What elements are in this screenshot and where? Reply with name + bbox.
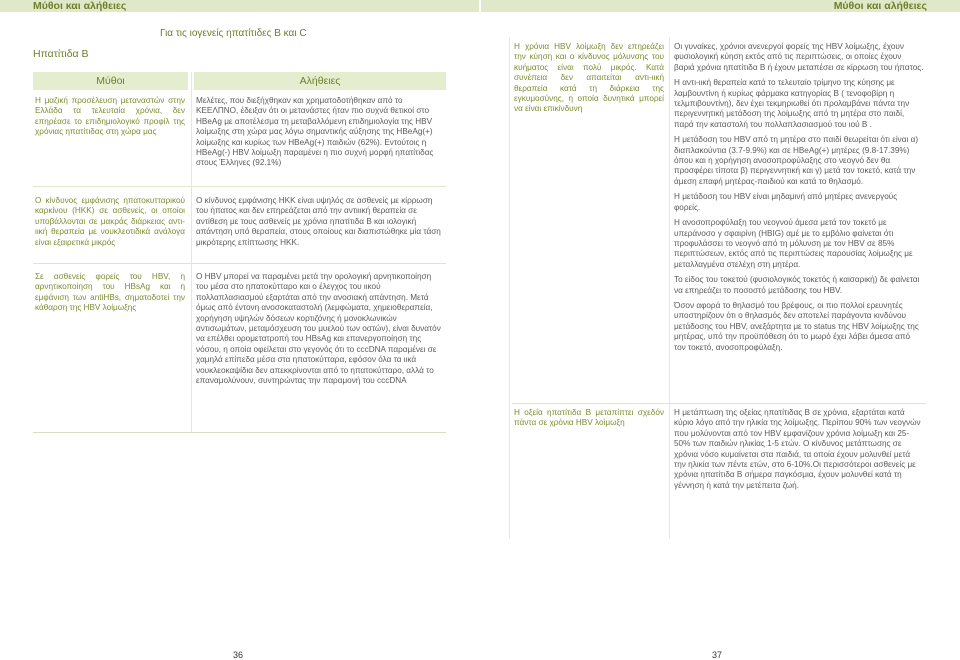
myth-cell: Η χρόνια HBV λοίμωξη δεν επηρεάζει την κύηση και ο κίνδυνος μόλυνσης του κυήματος είναι πολύ μικρός. Κατά συνέπεια δεν απαιτείται αντι-ιική θεραπεία κατά τη διάρκεια της εγκυμοσύνης, η οποία δυνητικά μπορεί να είναι επικίνδυνη — [514, 42, 664, 114]
truth-cell: Ο κίνδυνος εμφάνισης ΗΚΚ είναι υψηλός σε ασθενείς με κίρρωση του ήπατος και δεν επηρεάζεται από την αντιιική θεραπεία σε αντίθεση με τους ασθενείς με χρόνια ηπατίτιδα Β και ιολογική απάντηση υπό θεραπεία, στους οποίους και διαπιστώθηκε μία τάση μικρότερης επίπτωσης ΗΚΚ. — [196, 196, 441, 247]
myth-cell: Η μαζική προσέλευση μεταναστών στην Ελλάδα τα τελευταία χρόνια, δεν επηρέασε το επιδημιολογικό προφίλ της χρόνιας ηπατίτιδας στη χώρα μας — [35, 96, 185, 137]
page-number: 36 — [233, 650, 244, 660]
column-divider — [191, 72, 192, 432]
myth-cell: Σε ασθενείς φορείς του HBV, η αρνητικοποίηση του HBsAg και η εμφάνιση των antiHBs, σηματοδοτεί την κάθαρση της HBV λοίμωξης — [35, 272, 185, 313]
myths-column-header: Μύθοι — [33, 72, 188, 90]
running-header-left: Μύθοι και αλήθειες — [0, 0, 479, 12]
page-gutter — [479, 0, 481, 660]
row-divider — [33, 263, 446, 264]
page-number: 37 — [712, 650, 723, 660]
column-divider — [669, 38, 670, 538]
truths-column-header: Αλήθειες — [194, 72, 446, 90]
table-bottom-rule — [33, 432, 446, 433]
row-divider — [33, 186, 446, 187]
row-divider — [512, 403, 926, 404]
truth-cell — [672, 42, 926, 358]
truth-paragraph: Οι γυναίκες, χρόνιοι ανενεργοί φορείς της HBV λοίμωξης, έχουν φυσιολογική κύηση εκτός από τις περιπτώσεις, οι οποίες έχουν βαριά χρόνια ηπατίτιδα Β ή έχουν μεταπέσει σε κίρρωση του ήπατος. — [674, 42, 924, 72]
column-divider — [509, 38, 510, 538]
table-subtitle: Για τις ιογενείς ηπατίτιδες Β και C — [160, 28, 307, 39]
truth-cell: Μελέτες, που διεξήχθηκαν και χρηματοδοτήθηκαν από το ΚΕΕΛΠΝΟ, έδειξαν ότι οι μετανάστες ήταν πιο συχνά θετικοί στο HBeAg με αποτέλεσμα τη μεταβαλλόμενη επιδημιολογία της HBV λοίμωξης στη χώρα μας λόγω σημαντικής αύξησης της HBeAg(+) λοίμωξης και κυρίως των HBeAg(+) παιδιών (62%). Εντούτοις η HBeAg(-) HBV λοίμωξη παραμένει η πιο συχνή μορφή ηπατίτιδας στους Έλληνες (92.1%) — [196, 96, 434, 168]
truth-paragraph: Το είδος του τοκετού (φυσιολογικός τοκετός ή καισαρική) δε φαίνεται να επηρεάζει το ποσοστό μετάδοσης του HBV. — [674, 275, 920, 295]
myth-cell: Ο κίνδυνος εμφάνισης ηπατοκυτταρικού καρκίνου (ΗΚΚ) σε ασθενείς, οι οποίοι υποβάλλονται σε μακράς διάρκειας αντι-ιική θεραπεία με νουκλεοτιδικά ανάλογα είναι εξαιρετικά μικρός — [35, 196, 185, 247]
truth-paragraph: Η μετάπτωση της οξείας ηπατίτιδας Β σε χρόνια, εξαρτάται κατά κύριο λόγο από την ηλικία της λοίμωξης. Περίπου 90% των νεογνών που μολύνονται από τον HBV εμφανίζουν χρόνια λοίμωξη και 25-50% των παιδιών ηλικίας 1-5 ετών. Ο κίνδυνος μετάπτωσης σε χρόνια νόσο κυμαίνεται στα παιδιά, τα οποία έχουν μολυνθεί μετά την ηλικία των πέντε ετών, στο 6-10%.Οι περισσότεροι ασθενείς με χρόνια ηπατίτιδα Β σήμερα παγκόσμια, έχουν μολυνθεί κατά τη γέννηση ή κατά την μετέπειτα ζωή. — [674, 408, 921, 490]
myth-cell: Η οξεία ηπατίτιδα Β μεταπίπτει σχεδόν πάντα σε χρόνια HBV λοίμωξη — [514, 408, 664, 428]
truth-cell — [672, 408, 926, 496]
truth-cell: Ο HBV μπορεί να παραμένει μετά την ορολογική αρνητικοποίηση του μέσα στο ηπατοκύτταρο και ο έλεγχος του ιικού πολλαπλασιασμού εξαρτάται από την ανοσιακή απάντηση. Μετά όμως από έντονη ανοσοκαταστολή (λεμφώματα, χημειοθεραπεία, χορήγηση υψηλών δόσεων κορτιζόνης ή μονοκλωνικών αντισωμάτων, μεταμόσχευση του μυελού των οστών), είναι δυνατόν να επέλθει ορομετατροπή του HBsAg και επανεργοποίηση της νόσου, η οποία οφείλεται στο γεγονός ότι το cccDNA παραμένει σε χαμηλά επίπεδα μέσα στα ηπατοκύτταρα, εφόσον όλα τα ιικά νουκλεοκαψίδια δεν απεκκρίνονται από το ηπατοκύτταρο, αλλά το επαναμολύνουν, συντηρώντας την παραμονή του cccDNA — [196, 272, 441, 386]
truth-paragraph: Η ανοσοπροφύλαξη του νεογνού άμεσα μετά τον τοκετό με υπεράνοσο γ σφαιρίνη (HBIG) αμέ με το εμβόλιο φαίνεται ότι προφυλάσσει το νεογνό από τη μόλυνση με τον HBV σε 85% περιπτώσεων, εκτός από τις περιπτώσεις παρουσίας λοίμωξης με μεταλλαγμένα στελέχη στη μητέρα. — [674, 218, 913, 269]
truth-paragraph: Η αντι-ιική θεραπεία κατά το τελευταίο τρίμηνο της κύησης με λαμβουντίνη ή κυρίως φάρμακα κατηγορίας Β ( τενοφοβίρη η τελμπιβουντίνη), δεν έχει τεκμηριωθεί ότι προλαμβάνει πάντα την περιγεννητική μετάδοση της λοίμωξης από τη μητέρα στο παιδί, παρά την καταστολή του πολλαπλασιασμού του ιού Β . — [674, 78, 910, 129]
truth-paragraph: Όσον αφορά το θηλασμό του βρέφους, οι πιο πολλοί ερευνητές υποστηρίζουν ότι ο θηλασμός δεν αποτελεί παράγοντα κινδύνου μετάδοσης του HBV, ανεξάρτητα με το status της HBV λοίμωξης της μητέρας, υπό την προϋπόθεση ότι το μωρό έχει λάβει άμεσα από τον τοκετό, ανοσοπροφύλαξη. — [674, 300, 919, 352]
truth-paragraph: Η μετάδοση του HBV είναι μηδαμινή από μητέρες ανενεργούς φορείς. — [674, 192, 898, 212]
truth-paragraph: Η μετάδοση του HBV από τη μητέρα στο παιδί θεωρείται ότι είναι α) διαπλακούντια (3.7-9.9%) και σε HBeAg(+) μητέρες (9.8-17.39%) όπου και η χορήγηση ανοσοπροφύλαξης στο νεογνό δεν θα προσφέρει τίποτα β) περιγεννητική και γ) μετά τον τοκετό, κατά την άμεση επαφή μητέρας-παιδιού και κατά το θηλασμό. — [674, 135, 919, 186]
section-title: Ηπατίτιδα Β — [33, 48, 89, 60]
running-header-right: Μύθοι και αλήθειες — [481, 0, 960, 12]
